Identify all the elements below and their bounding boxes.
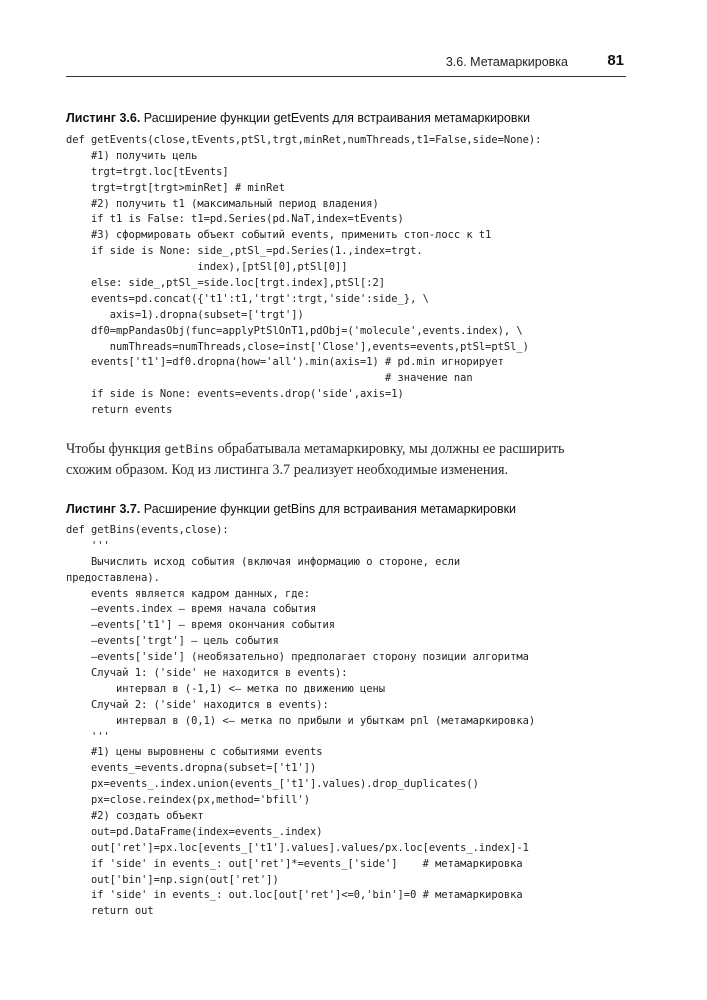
code-line: Случай 2: ('side' находится в events): xyxy=(66,698,329,711)
code-line: интервал в (0,1) <— метка по прибыли и убыткам pnl (метамаркировка) xyxy=(66,714,536,727)
header-rule xyxy=(66,76,626,77)
code-line: out['bin']=np.sign(out['ret']) xyxy=(66,873,279,886)
code-line: def getBins(events,close): xyxy=(66,524,229,536)
code-line: px=events_.index.union(events_['t1'].values).drop_duplicates() xyxy=(66,778,479,791)
paragraph-text: Чтобы функция xyxy=(66,441,165,457)
code-line: def getEvents(close,tEvents,ptSl,trgt,minRet,numThreads,t1=False,side=None): xyxy=(66,134,542,146)
listing-3-7-title: Расширение функции getBins для встраивания метамаркировки xyxy=(140,502,517,516)
code-line: df0=mpPandasObj(func=applyPtSlOnT1,pdObj=('molecule',events.index), \ xyxy=(66,324,523,337)
code-line: trgt=trgt.loc[tEvents] xyxy=(66,165,229,178)
code-line: px=close.reindex(px,method='bfill') xyxy=(66,794,310,807)
code-line: интервал в (-1,1) <— метка по движению цены xyxy=(66,682,386,695)
code-line: Вычислить исход события (включая информацию о стороне, если xyxy=(66,555,461,568)
code-line: # значение nan xyxy=(66,372,473,385)
inline-code: getBins xyxy=(164,442,215,456)
code-line: #1) получить цель xyxy=(66,149,198,162)
code-line: out['ret']=px.loc[events_['t1'].values].values/px.loc[events_.index]-1 xyxy=(66,841,529,854)
code-line: ''' xyxy=(66,539,110,552)
code-line: —events['trgt'] — цель события xyxy=(66,635,279,648)
body-paragraph xyxy=(66,439,646,481)
code-line: —events['side'] (необязательно) предполагает сторону позиции алгоритма xyxy=(66,651,529,664)
code-line: events['t1']=df0.dropna(how='all').min(axis=1) # pd.min игнорирует xyxy=(66,356,504,369)
code-line: #2) получить t1 (максимальный период владения) xyxy=(66,197,379,210)
code-line: return events xyxy=(66,404,173,417)
code-line: if t1 is False: t1=pd.Series(pd.NaT,index=tEvents) xyxy=(66,213,404,226)
code-line: axis=1).dropna(subset=['trgt']) xyxy=(66,308,304,321)
code-line: if side is None: side_,ptSl_=pd.Series(1.,index=trgt. xyxy=(66,245,423,258)
code-line: #3) сформировать объект событий events, применить стоп-лосс к t1 xyxy=(66,229,492,242)
code-line: ''' xyxy=(66,730,110,743)
code-line: index),[ptSl[0],ptSl[0]] xyxy=(66,261,348,274)
paragraph-line-1 xyxy=(66,439,646,460)
section-title: 3.6. Метамаркировка xyxy=(445,55,568,69)
code-line: out=pd.DataFrame(index=events_.index) xyxy=(66,825,323,838)
listing-3-7-code xyxy=(66,523,666,920)
running-header xyxy=(66,52,626,74)
listing-3-7-label: Листинг 3.7. xyxy=(66,502,141,516)
code-line: предоставлена). xyxy=(66,571,160,584)
listing-3-6-caption xyxy=(66,111,646,126)
code-line: Случай 1: ('side' не находится в events): xyxy=(66,667,348,680)
page-number: 81 xyxy=(607,52,624,69)
listing-3-6-label: Листинг 3.6. xyxy=(66,111,141,125)
code-line: if 'side' in events_: out['ret']*=events_['side'] # метамаркировка xyxy=(66,857,523,870)
code-line: if 'side' in events_: out.loc[out['ret']<=0,'bin']=0 # метамаркировка xyxy=(66,889,523,902)
code-line: if side is None: events=events.drop('side',axis=1) xyxy=(66,388,404,401)
code-line: trgt=trgt[trgt>minRet] # minRet xyxy=(66,181,285,194)
listing-3-7-caption xyxy=(66,502,646,517)
code-line: #2) создать объект xyxy=(66,810,204,823)
code-line: —events.index — время начала события xyxy=(66,603,317,616)
code-line: else: side_,ptSl_=side.loc[trgt.index],ptSl[:2] xyxy=(66,277,386,290)
code-line: events=pd.concat({'t1':t1,'trgt':trgt,'side':side_}, \ xyxy=(66,292,429,305)
paragraph-line-2: схожим образом. Код из листинга 3.7 реализует необходимые изменения. xyxy=(66,462,509,478)
code-line: events является кадром данных, где: xyxy=(66,587,310,600)
code-line: return out xyxy=(66,905,154,918)
code-line: —events['t1'] — время окончания события xyxy=(66,619,335,632)
paragraph-text: обрабатывала метамаркировку, мы должны ее расширить xyxy=(214,441,565,457)
code-line: events_=events.dropna(subset=['t1']) xyxy=(66,762,317,775)
code-line: numThreads=numThreads,close=inst['Close'],events=events,ptSl=ptSl_) xyxy=(66,340,529,353)
code-line: #1) цены выровнены с событиями events xyxy=(66,746,323,759)
listing-3-6-code xyxy=(66,133,666,419)
listing-3-6-title: Расширение функции getEvents для встраивания метамаркировки xyxy=(140,111,530,125)
